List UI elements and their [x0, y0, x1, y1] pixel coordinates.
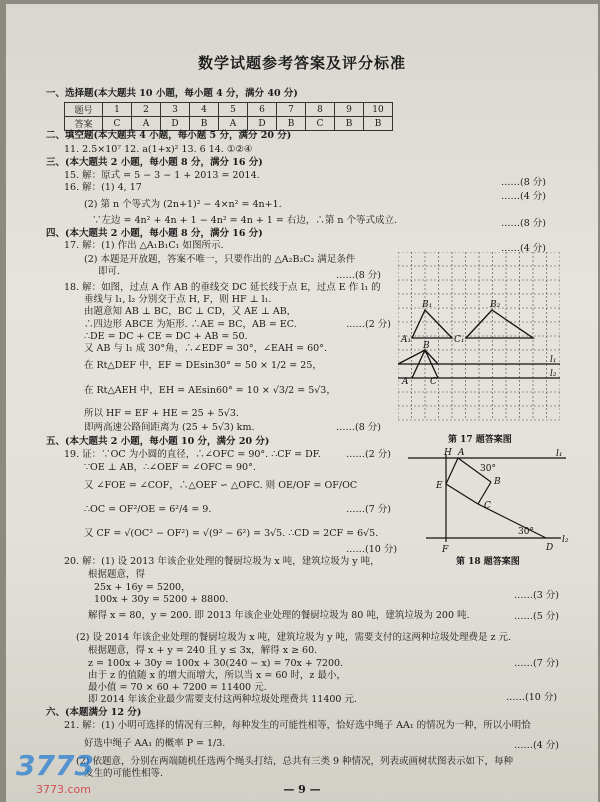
q21-line-1: 21. 解：(1) 小明可选择的情况有三种，每种发生的可能性相等，恰好选中绳子 AA₁ 的情况为一种，所以小明恰	[64, 720, 531, 731]
fig18-label-l1: l₁	[556, 449, 563, 459]
section-5-heading: 五、(本大题共 2 小题，每小题 10 分，满分 20 分)	[46, 436, 270, 447]
q20-line-9: 由于 z 的值随 x 的增大而增大，所以当 x = 60 时，z 最小，	[88, 670, 346, 681]
table-answer-cell: A	[219, 117, 248, 131]
fig17-label-B: B	[423, 341, 430, 351]
q19-line-5: 又 CF = √(OC² − OF²) = √(9² − 6²) = 3√5. ∴CD = 2CF = 6√5.	[84, 528, 379, 539]
q15-score: ……(8 分)	[501, 177, 546, 188]
q15-line: 15. 解：原式 = 5 − 3 − 1 + 2013 = 2014.	[64, 170, 260, 181]
q17-line-1: 17. 解：(1) 作出 △A₁B₁C₁ 如图所示.	[64, 240, 224, 251]
page-number: — 9 —	[283, 783, 321, 796]
q20-line-10: 最小值 = 70 × 60 + 7200 = 11400 元.	[88, 682, 267, 693]
q19-line-2: ∵OE ⊥ AB，∴∠OEF = ∠OFC = 90°.	[84, 462, 256, 473]
page-title: 数学试题参考答案及评分标准	[197, 54, 406, 72]
table-answer-cell: B	[335, 117, 364, 131]
q20-score-3: ……(3 分)	[514, 590, 559, 601]
q20-line-11: 即 2014 年该企业最少需要支付这两种垃圾处理费共 11400 元.	[88, 694, 357, 705]
q19-score-10: ……(10 分)	[346, 544, 398, 555]
q18-line-6: 又 AB 与 l₁ 成 30°角，∴∠EDF = 30°，∠EAH = 60°.	[84, 343, 327, 354]
fig18-label-l2: l₂	[562, 535, 569, 545]
q21-line-4: 发生的可能性相等.	[84, 768, 164, 779]
table-answer-cell: B	[277, 117, 306, 131]
document-page	[6, 4, 598, 802]
q17-line-3: 即可.	[98, 266, 121, 277]
section-3-heading: 三、(本大题共 2 小题，每小题 8 分，满分 16 分)	[46, 157, 263, 168]
q19-line-1: 19. 证：∵OC 为小圆的直径，∴∠OFC = 90°. ∴CF = DF.	[64, 449, 321, 460]
q20-line-8: z = 100x + 30y = 100x + 30(240 − x) = 70x + 7200.	[88, 658, 344, 669]
table-answer-cell: D	[248, 117, 277, 131]
q20-score-7: ……(7 分)	[514, 658, 559, 669]
q18-line-2: 垂线与 l₁, l₂ 分别交于点 H, F，则 HF ⊥ l₁.	[84, 294, 272, 305]
figure-17-grid	[398, 252, 560, 422]
q19-score-2: ……(2 分)	[346, 449, 391, 460]
q20-line-7: 根据题意，得 x + y = 240 且 y ≤ 3x，解得 x ≥ 60.	[88, 645, 318, 656]
fig18-label-B: B	[494, 477, 501, 487]
figure-18-diagram	[406, 446, 576, 556]
q20-score-5: ……(5 分)	[514, 611, 559, 622]
figure-17-caption: 第 17 题答案图	[448, 435, 512, 445]
fig17-label-A1: A₁	[401, 335, 412, 345]
q16-line-2: (2) 第 n 个等式为 (2n+1)² − 4×n² = 4n+1.	[84, 199, 282, 210]
q16-line-1: 16. 解：(1) 4, 17	[64, 182, 142, 193]
q18-line-9: 所以 HF = EF + HE = 25 + 5√3.	[84, 408, 239, 419]
table-answer-cell: B	[364, 117, 393, 131]
table-answer-cell: 答案	[65, 117, 103, 131]
fig18-label-A: A	[458, 448, 465, 458]
fill-answers: 11. 2.5×10⁷ 12. a(1+x)² 13. 6 14. ①②④	[64, 144, 253, 155]
q18-line-5: ∴DE = DC + CE = DC + AB = 50.	[84, 331, 248, 342]
table-header-cell: 8	[306, 103, 335, 117]
table-header-cell: 9	[335, 103, 364, 117]
q21-line-3: (2) 依题意，分别在两端随机任选两个绳头打结，总共有三类 9 种情况，列表或画树状图表示如下，每种	[76, 756, 514, 767]
fig17-label-B2: B₂	[490, 300, 501, 310]
watermark-logo: 3773	[16, 749, 94, 782]
q18-line-4: ∴四边形 ABCE 为矩形. ∴AE = BC，AB = EC.	[84, 319, 297, 330]
q20-line-5: 解得 x = 80，y = 200. 即 2013 年该企业处理的餐厨垃圾为 80 吨，建筑垃圾为 200 吨.	[88, 610, 470, 621]
table-answer-cell: C	[103, 117, 132, 131]
fig17-label-A: A	[402, 377, 409, 387]
table-header-cell: 6	[248, 103, 277, 117]
q19-line-3: 又 ∠FOE = ∠COF，∴△OEF ∽ △OFC. 则 OE/OF = OF/OC	[84, 480, 358, 491]
watermark-url: 3773.com	[36, 783, 91, 796]
q16-score-8: ……(8 分)	[501, 218, 546, 229]
table-header-cell: 2	[132, 103, 161, 117]
fig18-angle-top: 30°	[480, 464, 496, 474]
q20-line-6: (2) 设 2014 年该企业处理的餐厨垃圾为 x 吨，建筑垃圾为 y 吨，需要支付的这两种垃圾处理费是 z 元.	[76, 632, 512, 643]
table-header-cell: 3	[161, 103, 190, 117]
q16-line-3: ∵左边 = 4n² + 4n + 1 − 4n² = 4n + 1 = 右边，∴第 n 个等式成立.	[92, 215, 398, 226]
fig17-label-C: C	[430, 377, 437, 387]
section-2-heading: 二、填空题(本大题共 4 小题，每小题 5 分，满分 20 分)	[46, 130, 292, 141]
q17-score-4: ……(4 分)	[501, 243, 546, 254]
figure-18-caption: 第 18 题答案图	[456, 557, 520, 567]
fig17-label-B1: B₁	[422, 300, 433, 310]
section-1-heading: 一、选择题(本大题共 10 小题，每小题 4 分，满分 40 分)	[46, 88, 298, 99]
fig18-angle-bottom: 30°	[518, 527, 534, 537]
fig17-label-l2: l₂	[550, 369, 557, 379]
q17-score-8: ……(8 分)	[336, 270, 381, 281]
q20-line-4: 100x + 30y = 5200 + 8800.	[94, 594, 229, 605]
q20-score-10: ……(10 分)	[506, 692, 558, 703]
fig18-label-D: D	[546, 543, 554, 553]
table-answer-cell: A	[132, 117, 161, 131]
q20-line-3: 25x + 16y = 5200，	[94, 582, 191, 593]
table-header-cell: 5	[219, 103, 248, 117]
fig17-label-l1: l₁	[550, 355, 557, 365]
q18-line-1: 18. 解：如图，过点 A 作 AB 的垂线交 DC 延长线于点 E，过点 E 作 l₁ 的	[64, 282, 381, 293]
table-answer-cell: B	[190, 117, 219, 131]
table-answer-cell: C	[306, 117, 335, 131]
table-answer-cell: D	[161, 117, 190, 131]
q18-line-3: 由题意知 AB ⊥ BC，BC ⊥ CD，又 AE ⊥ AB，	[84, 306, 297, 317]
q18-line-10: 即两高速公路间距离为 (25 + 5√3) km.	[84, 422, 255, 433]
table-header-cell: 1	[103, 103, 132, 117]
fig18-label-F: F	[442, 545, 449, 555]
section-4-heading: 四、(本大题共 2 小题，每小题 8 分，满分 16 分)	[46, 228, 263, 239]
table-header-cell: 7	[277, 103, 306, 117]
fig17-label-C1: C₁	[454, 335, 465, 345]
q18-line-8: 在 Rt△AEH 中，EH = AEsin60° = 10 × √3/2 = 5√3，	[84, 385, 336, 396]
section-6-heading: 六、(本题满分 12 分)	[46, 707, 142, 718]
q18-score-2: ……(2 分)	[346, 319, 391, 330]
fig18-label-H: H	[444, 448, 452, 458]
table-header-cell: 题号	[65, 103, 103, 117]
q19-score-7: ……(7 分)	[346, 504, 391, 515]
q16-score-4: ……(4 分)	[501, 191, 546, 202]
q21-score-4: ……(4 分)	[514, 740, 559, 751]
q18-line-7: 在 Rt△DEF 中，EF = DEsin30° = 50 × 1/2 = 25，	[84, 360, 322, 371]
q20-line-1: 20. 解：(1) 设 2013 年该企业处理的餐厨垃圾为 x 吨，建筑垃圾为 y 吨，	[64, 556, 380, 567]
q21-line-2: 好选中绳子 AA₁ 的概率 P = 1/3.	[84, 738, 226, 749]
q19-line-4: ∴OC = OF²/OE = 6²/4 = 9.	[84, 504, 212, 515]
q18-score-8: ……(8 分)	[336, 422, 381, 433]
table-header-cell: 10	[364, 103, 393, 117]
q20-line-2: 根据题意，得	[88, 569, 146, 580]
answer-table	[64, 102, 393, 131]
fig18-label-E: E	[436, 481, 443, 491]
table-header-cell: 4	[190, 103, 219, 117]
q17-line-2: (2) 本题是开放题，答案不唯一，只要作出的 △A₂B₂C₂ 满足条件	[84, 254, 356, 265]
fig18-label-C: C	[484, 501, 491, 511]
